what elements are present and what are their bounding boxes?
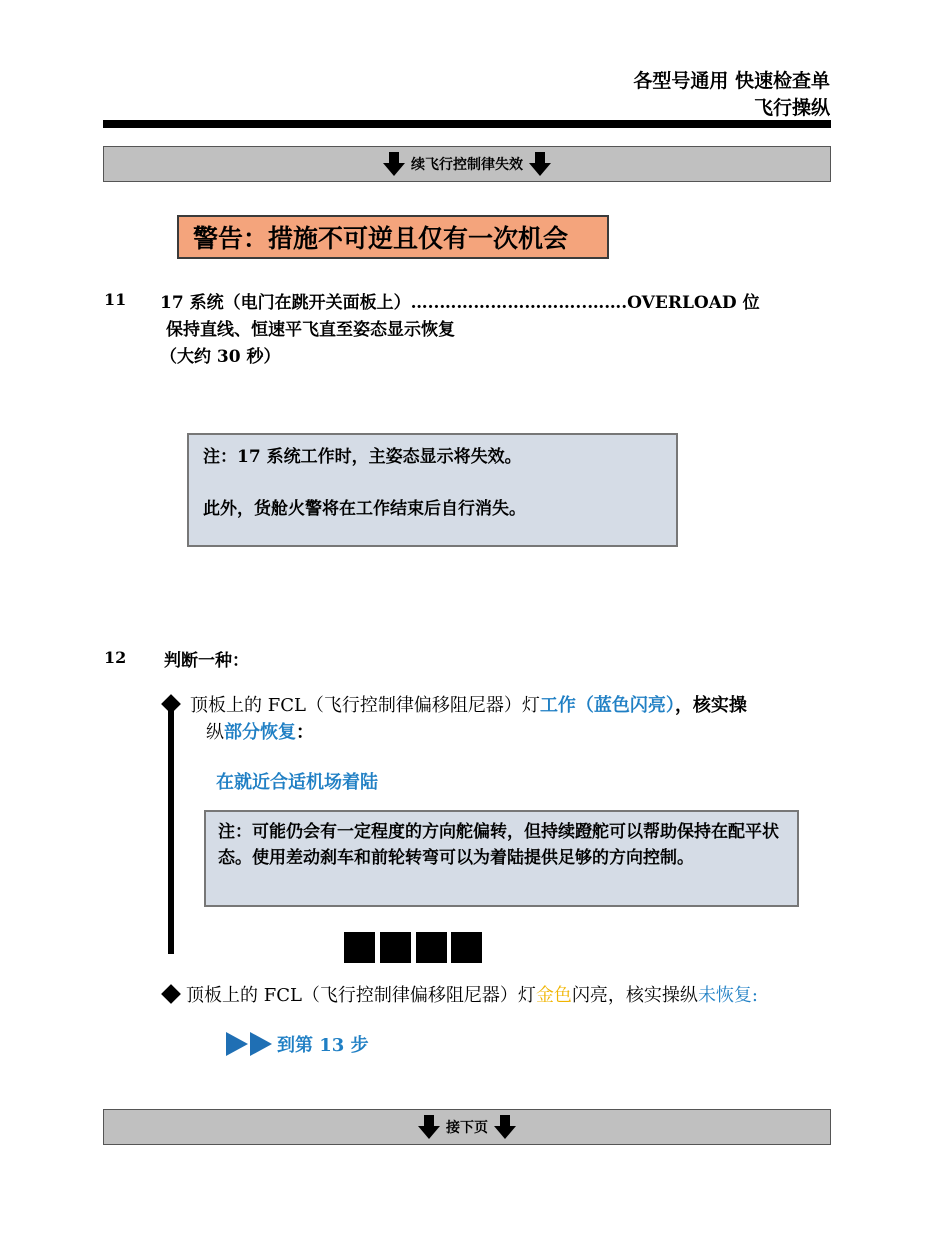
step-11-duration: （大约 30 秒） (160, 347, 281, 367)
redaction-block (380, 932, 411, 963)
option-1-pre: 顶板上的 FCL（飞行控制律偏移阻尼器）灯 (190, 695, 540, 716)
arrow-down-icon (418, 1115, 440, 1139)
next-page-label: 接下页 (446, 1120, 488, 1136)
option-1-recovery: 部分恢复 (224, 722, 296, 743)
option-1-mid: ，核实操 (674, 695, 747, 716)
next-page-bar (103, 1109, 831, 1145)
option-1-line2-post: ： (296, 722, 314, 743)
step-11-note (187, 433, 678, 547)
step-12-number: 12 (104, 648, 127, 667)
warning-text: 警告：措施不可逆且仅有一次机会 (193, 224, 569, 253)
continued-bar (103, 146, 831, 182)
option-bracket-line (168, 700, 174, 954)
option-1-line2-pre: 纵 (206, 722, 224, 743)
option-2-pre: 顶板上的 FCL（飞行控制律偏移阻尼器）灯 (186, 985, 536, 1006)
note-text: 注：可能仍会有一定程度的方向舵偏转，但持续蹬舵可以帮助保持在配平状态。使用差动刹车和前轮转弯可以为着陆提供足够的方向控制。 (218, 822, 779, 868)
goto-icon (226, 1032, 272, 1056)
step-12-title: 判断一种： (164, 651, 249, 671)
option-2-mid: 闪亮，核实操纵 (571, 985, 698, 1006)
note-line: 此外，货舱火警将在工作结束后自行消失。 (203, 499, 526, 519)
option-1-action: 在就近合适机场着陆 (216, 772, 378, 793)
option-2-status: 金色 (535, 985, 572, 1006)
arrow-down-icon (383, 152, 405, 176)
play-arrow-icon (250, 1032, 272, 1056)
redaction-block (344, 932, 375, 963)
diamond-bullet-icon (161, 984, 181, 1004)
step-11-number: 11 (104, 290, 127, 309)
arrow-down-icon (494, 1115, 516, 1139)
redaction-block (416, 932, 447, 963)
option-1-status: 工作（蓝色闪亮） (539, 695, 675, 716)
option-1-note (204, 810, 799, 907)
step-11-action: 17 系统（电门在跳开关面板上）…..……………………..…….OVERLOAD 位 (160, 293, 760, 313)
step-11-instruction: 保持直线、恒速平飞直至姿态显示恢复 (166, 320, 455, 340)
arrow-down-icon (529, 152, 551, 176)
goto-step-13-link[interactable]: 到第 13 步 (277, 1035, 369, 1056)
option-2-text (186, 982, 758, 1009)
document-title: 各型号通用 快速检查单 (633, 70, 830, 92)
warning-box (177, 215, 609, 259)
play-arrow-icon (226, 1032, 248, 1056)
option-1-text (190, 692, 747, 719)
continued-label: 续飞行控制律失效 (411, 157, 523, 173)
document-subtitle: 飞行操纵 (753, 97, 830, 119)
header-rule (103, 120, 831, 128)
option-1-text-line2 (206, 719, 314, 746)
redaction-block (451, 932, 482, 963)
note-line: 注：17 系统工作时，主姿态显示将失效。 (203, 447, 522, 467)
option-2-recovery: 未恢复: (697, 985, 759, 1006)
diamond-bullet-icon (161, 694, 181, 714)
